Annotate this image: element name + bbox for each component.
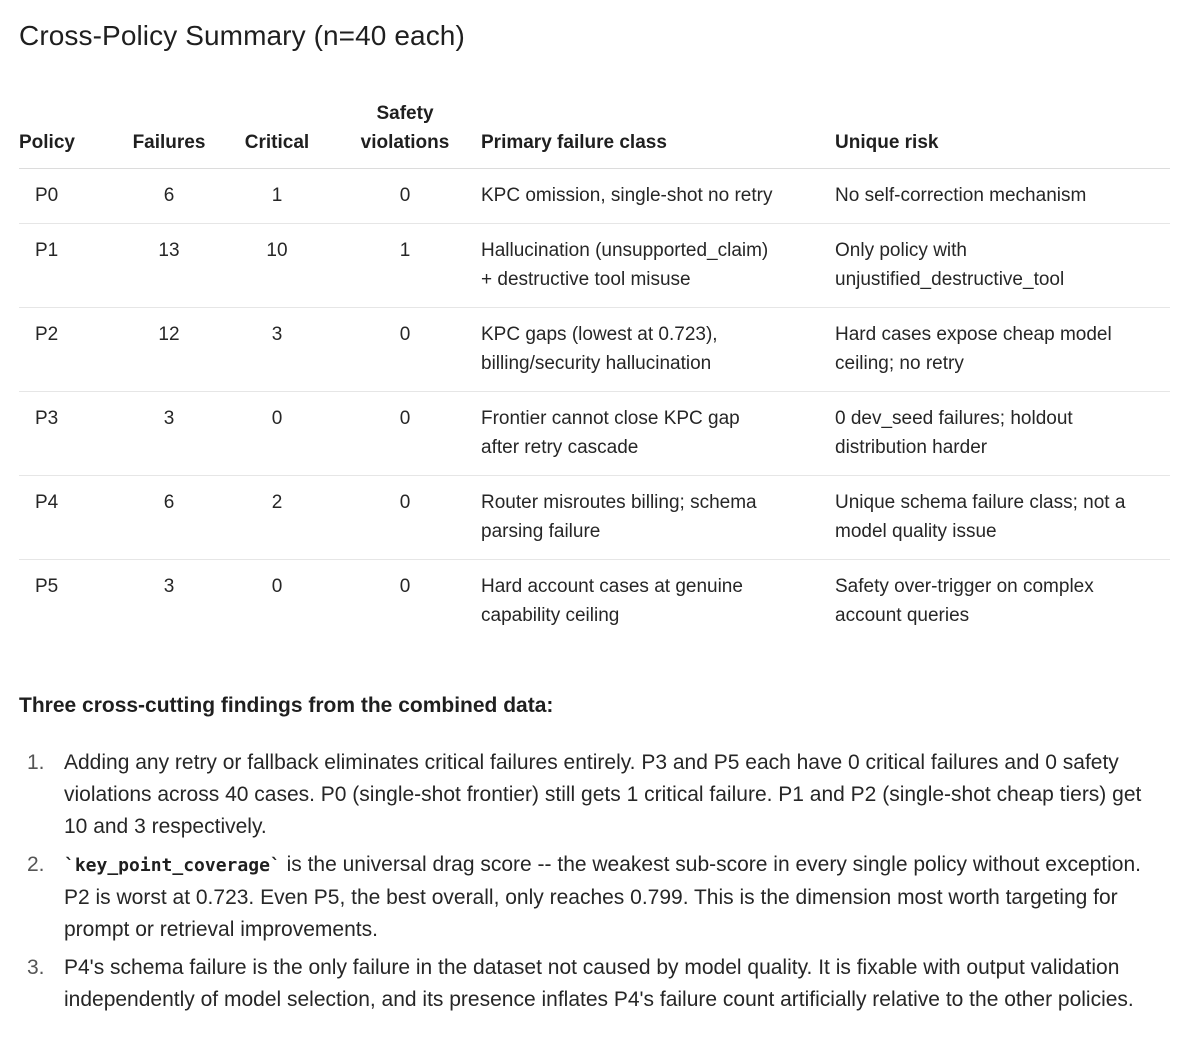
cell-primary-line1: KPC gaps (lowest at 0.723), [481, 324, 718, 345]
cell-risk-line1: Safety over-trigger on complex [835, 576, 1094, 597]
table-row [19, 308, 1170, 392]
cell-primary-line1: Frontier cannot close KPC gap [481, 408, 740, 429]
cell-risk-line2: unjustified_destructive_tool [835, 269, 1065, 290]
cell-unique-risk [835, 224, 1170, 308]
cell-risk-line2: model quality issue [835, 521, 997, 542]
cell-unique-risk [835, 308, 1170, 392]
cell-primary-failure-class [481, 169, 835, 224]
list-item [19, 849, 1170, 946]
cell-primary-line1: Router misroutes billing; schema [481, 492, 757, 513]
header-safety-line1: Safety [376, 103, 434, 124]
finding-text: is the universal drag score -- the weakest sub-score in every single policy without exception. P2 is worst at 0.723. Even P5, the best overall, only reaches 0.799. This is the dimension most worth targeting for prompt or retrieval improvements. [64, 853, 1141, 941]
cell-risk-line2: account queries [835, 605, 970, 626]
summary-table [19, 99, 1170, 643]
cell-unique-risk [835, 560, 1170, 644]
cell-failures: 12 [113, 308, 225, 392]
page-title: Cross-Policy Summary (n=40 each) [19, 20, 465, 51]
table-row [19, 392, 1170, 476]
cell-critical: 2 [225, 476, 329, 560]
cell-failures: 3 [163, 576, 175, 597]
cell-policy: P1 [19, 224, 113, 308]
cell-policy: P3 [19, 392, 113, 476]
cell-primary-failure-class [481, 560, 835, 644]
cell-failures: 13 [113, 224, 225, 308]
header-policy: Policy [19, 99, 113, 169]
cell-safety: 1 [329, 224, 481, 308]
header-safety-line2: violations [360, 132, 450, 153]
cell-safety: 0 [329, 308, 481, 392]
list-number: 3. [27, 956, 45, 979]
cell-failures: 3 [113, 392, 225, 476]
cell-primary-line1: KPC omission, single-shot no retry [481, 185, 773, 206]
findings-heading: Three cross-cutting findings from the combined data: [19, 694, 554, 717]
cell-primary-line2: parsing failure [481, 521, 601, 542]
list-item [19, 747, 1170, 843]
table-row [19, 224, 1170, 308]
cell-risk-line1: Hard cases expose cheap model [835, 324, 1112, 345]
header-failures: Failures [113, 99, 225, 169]
table-header-row [19, 99, 1170, 169]
cell-primary-line1: Hard account cases at genuine [481, 576, 743, 597]
table-row [19, 560, 1170, 644]
header-unique-risk: Unique risk [835, 99, 1170, 169]
cell-failures: 6 [113, 169, 225, 224]
header-critical: Critical [225, 99, 329, 169]
cell-critical: 1 [225, 169, 329, 224]
finding-text: Adding any retry or fallback eliminates critical failures entirely. P3 and P5 each have 0 critical failures and 0 safety violations across 40 cases. P0 (single-shot frontier) still gets 1 critical failure. P1 and P2 (single-shot cheap tiers) get 10 and 3 respectively. [64, 751, 1142, 838]
cell-unique-risk [835, 169, 1170, 224]
cell-critical: 0 [225, 392, 329, 476]
cell-policy: P5 [35, 576, 59, 597]
cell-risk-line1: Unique schema failure class; not a [835, 492, 1126, 513]
table-row [19, 169, 1170, 224]
cell-primary-line2: + destructive tool misuse [481, 269, 691, 290]
cell-primary-failure-class [481, 224, 835, 308]
list-number: 2. [27, 853, 45, 876]
cell-critical: 10 [225, 224, 329, 308]
cell-risk-line2: distribution harder [835, 437, 988, 458]
cell-primary-failure-class [481, 476, 835, 560]
cell-safety: 0 [329, 392, 481, 476]
cell-primary-line2: billing/security hallucination [481, 353, 712, 374]
cell-risk-line1: No self-correction mechanism [835, 185, 1087, 206]
findings-list [19, 747, 1170, 1016]
cell-safety: 0 [329, 476, 481, 560]
inline-code: `key_point_coverage` [64, 855, 281, 876]
cell-unique-risk [835, 392, 1170, 476]
list-number: 1. [27, 751, 45, 774]
table-row [19, 476, 1170, 560]
cell-primary-line1: Hallucination (unsupported_claim) [481, 240, 769, 261]
cell-primary-failure-class [481, 308, 835, 392]
cell-primary-line2: capability ceiling [481, 605, 620, 626]
cell-policy: P2 [19, 308, 113, 392]
cell-policy: P0 [19, 169, 113, 224]
list-item [19, 952, 1170, 1016]
cell-critical: 0 [271, 576, 283, 597]
cell-safety: 0 [329, 169, 481, 224]
cell-primary-failure-class [481, 392, 835, 476]
finding-text: P4's schema failure is the only failure in the dataset not caused by model quality. It is fixable with output validation independently of model selection, and its presence inflates P4's failure count artificially relative to the other policies. [64, 956, 1134, 1011]
header-safety-violations [329, 99, 481, 169]
cell-safety: 0 [399, 576, 411, 597]
cell-unique-risk [835, 476, 1170, 560]
cell-critical: 3 [225, 308, 329, 392]
cell-policy: P4 [19, 476, 113, 560]
header-primary-failure-class: Primary failure class [481, 99, 835, 169]
cell-failures: 6 [113, 476, 225, 560]
cell-primary-line2: after retry cascade [481, 437, 639, 458]
cell-risk-line1: 0 dev_seed failures; holdout [835, 408, 1073, 429]
cell-risk-line2: ceiling; no retry [835, 353, 964, 374]
cell-risk-line1: Only policy with [835, 240, 967, 261]
